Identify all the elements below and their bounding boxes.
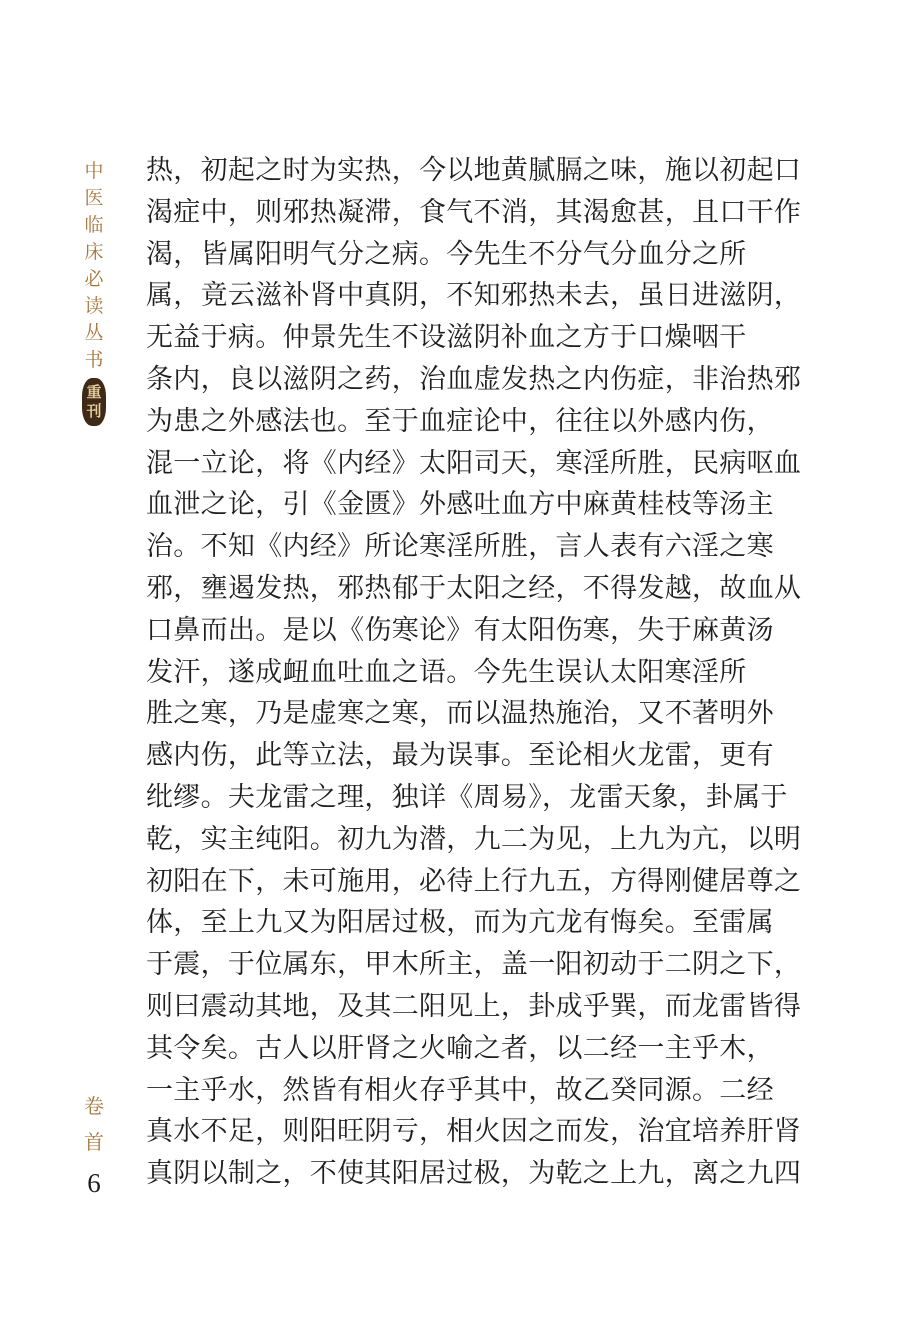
series-title-vertical (80, 158, 108, 426)
series-title-char: 中 (84, 160, 104, 182)
text-line: 无益于病。仲景先生不设滋阴补血之方于口燥咽干 (146, 322, 747, 354)
reprint-seal (82, 378, 106, 426)
series-title-char: 床 (84, 241, 104, 263)
text-line: 于震，于位属东，甲木所主，盖一阳初动于二阴之下， (146, 949, 802, 981)
text-line: 乾，实主纯阳。初九为潜，九二为见，上九为亢，以明 (146, 823, 802, 855)
text-line: 胜之寒，乃是虚寒之寒，而以温热施治，又不著明外 (146, 698, 774, 730)
series-title-char: 书 (84, 349, 104, 371)
chapter-char: 首 (84, 1130, 104, 1154)
text-line: 热，初起之时为实热，今以地黄腻膈之味，施以初起口 (146, 155, 802, 186)
text-line: 渴症中，则邪热凝滞，食气不消，其渴愈甚，且口干作 (146, 196, 802, 228)
text-line: 则曰震动其地，及其二阳见上，卦成乎巽，而龙雷皆得 (146, 990, 802, 1022)
text-line: 血泄之论，引《金匮》外感吐血方中麻黄桂枝等汤主 (146, 489, 774, 521)
text-line: 渴，皆属阳明气分之病。今先生不分气分血分之所 (146, 238, 747, 270)
text-line: 口鼻而出。是以《伤寒论》有太阳伤寒，失于麻黄汤 (146, 614, 774, 646)
page-number: 6 (87, 1168, 101, 1198)
text-line: 真水不足，则阳旺阴亏，相火因之而发，治宜培养肝肾 (146, 1116, 802, 1148)
text-line: 纰缪。夫龙雷之理，独详《周易》，龙雷天象，卦属于 (146, 781, 788, 813)
text-line: 体，至上九又为阳居过极，而为亢龙有悔矣。至雷属 (146, 907, 774, 939)
text-line: 初阳在下，未可施用，必待上行九五，方得刚健居尊之 (146, 865, 802, 897)
body-text (146, 150, 802, 1195)
text-line: 条内，良以滋阴之药，治血虚发热之内伤症，非治热邪 (146, 363, 802, 395)
text-line: 一主乎水，然皆有相火存乎其中，故乙癸同源。二经 (146, 1074, 774, 1106)
chapter-char: 卷 (84, 1094, 104, 1118)
text-line: 发汗，遂成衄血吐血之语。今先生误认太阳寒淫所 (146, 656, 747, 688)
series-title-char: 必 (84, 268, 104, 290)
series-title-char: 临 (84, 214, 104, 236)
text-line: 为患之外感法也。至于血症论中，往往以外感内伤， (146, 405, 774, 437)
text-line: 混一立论，将《内经》太阳司天，寒淫所胜，民病呕血 (146, 447, 802, 479)
text-line: 感内伤，此等立法，最为误事。至论相火龙雷，更有 (146, 740, 774, 772)
text-line: 邪，壅遏发热，邪热郁于太阳之经，不得发越，故血从 (146, 572, 802, 604)
series-title-char: 丛 (84, 322, 104, 344)
text-line: 其令矣。古人以肝肾之火喻之者，以二经一主乎木， (146, 1032, 774, 1064)
seal-char: 刊 (86, 402, 102, 420)
chapter-label-vertical (80, 1088, 108, 1160)
text-line: 治。不知《内经》所论寒淫所胜，言人表有六淫之寒 (146, 531, 774, 563)
text-line: 真阴以制之，不使其阳居过极，为乾之上九，离之九四 (146, 1158, 802, 1190)
seal-char: 重 (86, 383, 102, 401)
series-title-char: 读 (84, 295, 104, 317)
series-title-char: 医 (84, 187, 104, 209)
text-line: 属，竟云滋补肾中真阴，不知邪热未去，虽日进滋阴， (146, 280, 802, 312)
